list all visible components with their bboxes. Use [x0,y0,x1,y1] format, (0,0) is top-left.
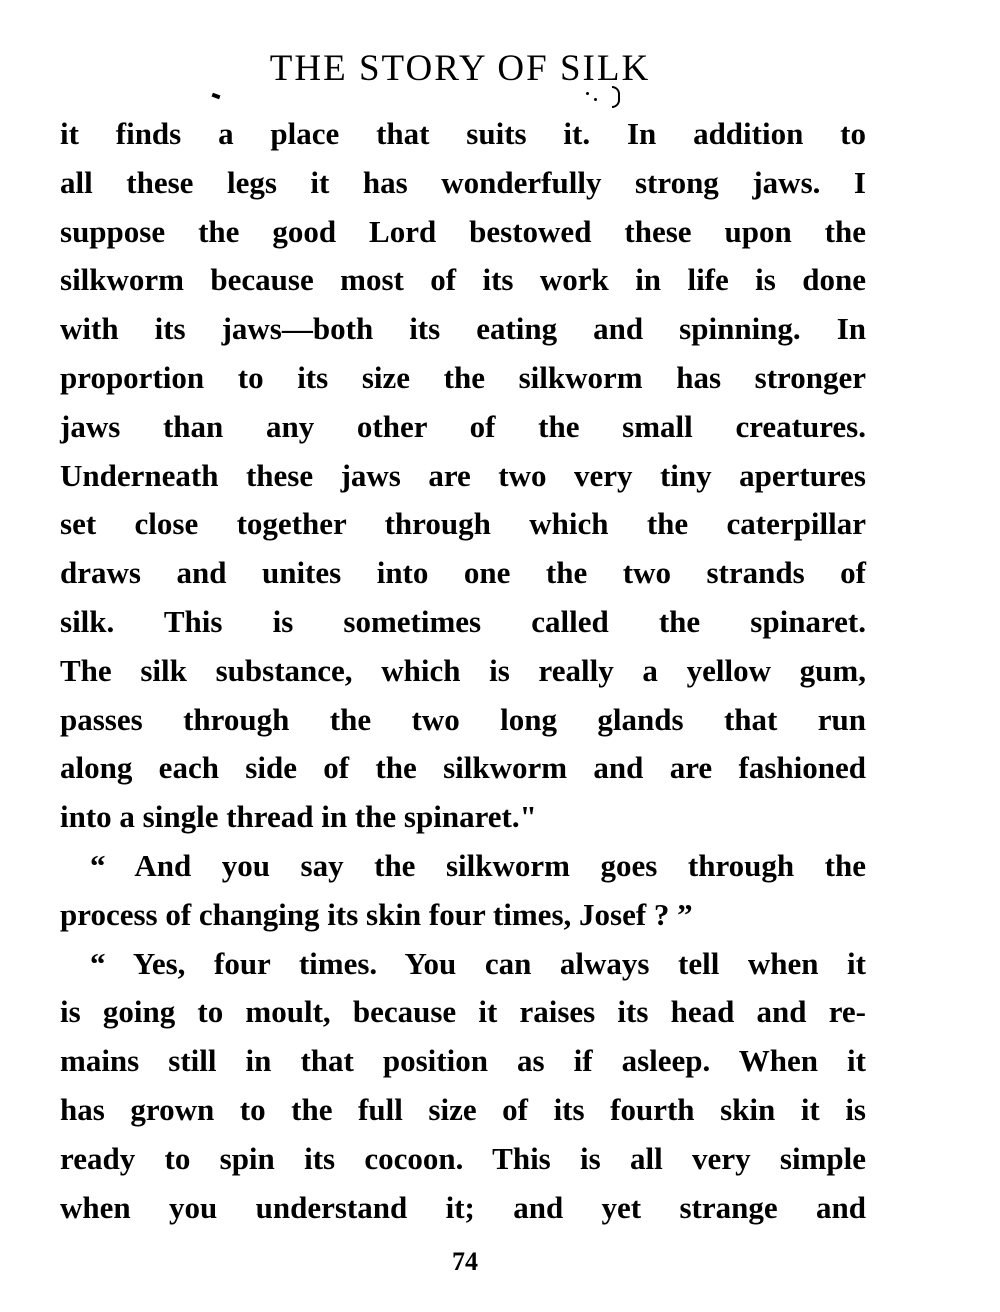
text-line: The silk substance, which is really a yellow gum, [60,652,866,688]
text-line: ready to spin its cocoon. This is all very simple [60,1140,866,1176]
text-line: draws and unites into one the two strands of [60,555,866,591]
print-speck [594,98,597,101]
text-line: into a single thread in the spinaret." [60,799,537,835]
text-line: silkworm because most of its work in life is done [60,262,866,298]
print-speck [212,93,221,99]
text-line: passes through the two long glands that run [60,701,866,737]
text-line: process of changing its skin four times, Josef ? ” [60,896,693,932]
page-number: 74 [452,1247,478,1276]
text-line: Underneath these jaws are two very tiny apertures [60,457,866,493]
text-line: along each side of the silkworm and are fashioned [60,750,866,786]
text-line: suppose the good Lord bestowed these upon the [60,213,866,249]
text-line: is going to moult, because it raises its head and re- [60,994,866,1030]
text-line: it finds a place that suits it. In addition to [60,116,866,151]
text-line: when you understand it; and yet strange and [60,1189,866,1225]
print-speck [612,86,620,108]
text-line: set close together through which the caterpillar [60,506,866,542]
text-line: “ Yes, four times. You can always tell when it [90,945,866,981]
text-line: jaws than any other of the small creatures. [60,408,866,444]
text-line: with its jaws—both its eating and spinning. In [60,311,866,347]
print-speck [586,92,589,95]
text-line: proportion to its size the silkworm has stronger [60,359,866,395]
body-text [60,110,866,1232]
running-head: THE STORY OF SILK [269,48,651,89]
text-line: all these legs it has wonderfully strong jaws. I [60,164,866,200]
text-line: mains still in that position as if asleep. When it [60,1043,866,1079]
text-line: “ And you say the silkworm goes through the [90,847,866,883]
text-line: has grown to the full size of its fourth skin it is [60,1091,866,1127]
text-line: silk. This is sometimes called the spinaret. [60,603,866,639]
